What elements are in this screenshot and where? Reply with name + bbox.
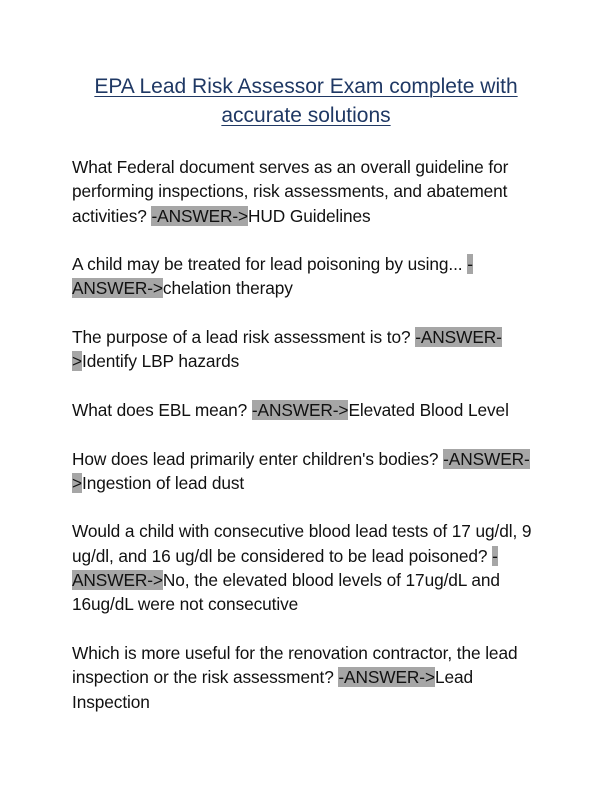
qa-item (72, 641, 550, 714)
qa-list (72, 155, 550, 738)
qa-item (72, 447, 550, 496)
question-text: Which is more useful for the renovation contractor, the lead inspection or the risk assessment? (72, 642, 518, 688)
question-text: Would a child with consecutive blood lead tests of 17 ug/dl, 9 ug/dl, and 16 ug/dl be considered to be lead poisoned? (72, 521, 532, 566)
answer-marker: -ANSWER-> (251, 399, 349, 420)
question-text: A child may be treated for lead poisoning by using... (72, 254, 468, 275)
qa-item (72, 519, 550, 616)
answer-marker: -ANSWER-> (72, 448, 530, 493)
answer-text: Elevated Blood Level (348, 399, 509, 420)
qa-item (72, 252, 550, 301)
answer-marker: -ANSWER-> (151, 205, 249, 226)
document-title-text: EPA Lead Risk Assessor Exam complete with accurate solutions (94, 75, 518, 127)
question-text: What does EBL mean? (72, 399, 252, 420)
question-text: How does lead primarily enter children's bodies? (72, 448, 444, 469)
qa-item (72, 325, 550, 374)
answer-text: Lead Inspection (72, 667, 474, 712)
answer-text: Identify LBP hazards (82, 351, 240, 372)
qa-item (72, 398, 550, 422)
answer-marker: -ANSWER-> (72, 545, 498, 591)
question-text: The purpose of a lead risk assessment is to? (72, 327, 416, 348)
answer-text: HUD Guidelines (248, 205, 371, 226)
question-text: What Federal document serves as an overall guideline for performing inspections, risk assessments, and abatement activities? (72, 157, 509, 226)
answer-text: No, the elevated blood levels of 17ug/dL and 16ug/dL were not consecutive (72, 570, 500, 615)
qa-item (72, 155, 550, 228)
answer-marker: -ANSWER-> (72, 327, 502, 372)
answer-text: Ingestion of lead dust (82, 472, 245, 493)
answer-text: chelation therapy (162, 278, 293, 299)
answer-marker: -ANSWER-> (338, 667, 435, 688)
document-title (60, 72, 552, 130)
answer-marker: -ANSWER-> (72, 254, 473, 299)
